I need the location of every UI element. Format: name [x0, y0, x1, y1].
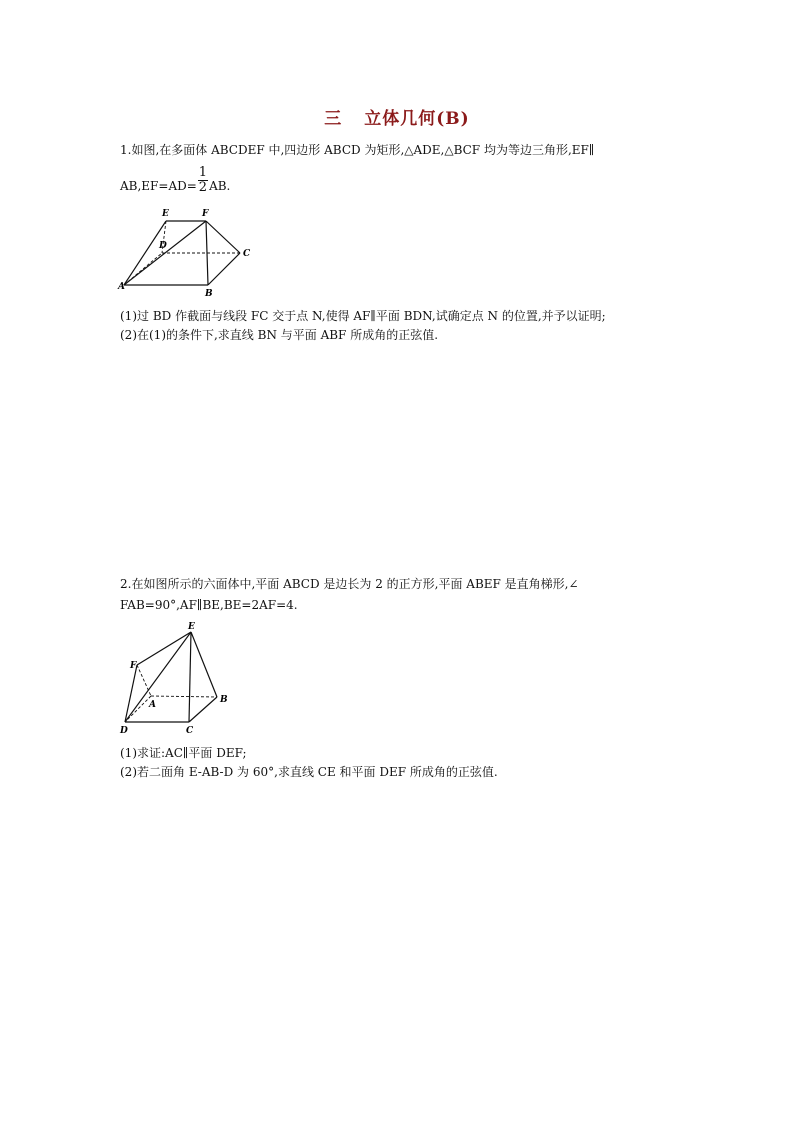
problem1-statement-line2 — [120, 165, 231, 201]
problem1-question2: (2)在(1)的条件下,求直线 BN 与平面 ABF 所成角的正弦值. — [120, 328, 439, 342]
edge-EB — [191, 632, 217, 697]
label-C: C — [186, 726, 194, 736]
label-D: D — [159, 241, 167, 251]
label-B: B — [205, 289, 213, 299]
edge-EF — [137, 632, 191, 665]
label-F: F — [130, 661, 137, 671]
problem2-statement-line1: 2.在如图所示的六面体中,平面 ABCD 是边长为 2 的正方形,平面 ABEF 是直角梯形,∠ — [120, 577, 579, 591]
section-title-text: 立体几何(B) — [364, 109, 470, 129]
fraction-numerator: 1 — [198, 165, 208, 180]
hidden-edge-AD — [125, 696, 151, 722]
problem1-line2-suffix: AB. — [209, 179, 231, 193]
hidden-edge-FA — [137, 665, 151, 696]
label-B: B — [220, 695, 228, 705]
label-A: A — [118, 282, 125, 292]
label-D: D — [120, 726, 128, 736]
problem1-figure-polyhedron — [110, 205, 260, 300]
label-E: E — [188, 622, 195, 632]
label-F: F — [202, 209, 209, 219]
label-C: C — [243, 249, 251, 259]
edge-BC — [189, 697, 217, 722]
problem1-statement-line1: 1.如图,在多面体 ABCDEF 中,四边形 ABCD 为矩形,△ADE,△BCF 均为等边三角形,EF∥ — [120, 143, 595, 157]
problem1-line2-prefix: AB,EF=AD= — [120, 179, 197, 193]
problem2-figure-hexahedron — [115, 622, 240, 737]
section-number: 三 — [324, 109, 343, 129]
edge-FC — [206, 221, 240, 253]
hidden-edge-AB — [151, 696, 217, 697]
fraction-one-half — [198, 166, 208, 195]
section-title — [0, 104, 794, 129]
problem2-question2: (2)若二面角 E-AB-D 为 60°,求直线 CE 和平面 DEF 所成角的正弦值. — [120, 765, 498, 779]
hidden-edge-AD — [124, 253, 162, 285]
problem2-question1: (1)求证:AC∥平面 DEF; — [120, 746, 247, 760]
label-E: E — [162, 209, 169, 219]
edge-EC — [189, 632, 191, 722]
problem1-question1: (1)过 BD 作截面与线段 FC 交于点 N,使得 AF∥平面 BDN,试确定点 N 的位置,并予以证明; — [120, 309, 606, 323]
fraction-denominator: 2 — [198, 180, 208, 195]
edge-AE — [124, 221, 166, 285]
edge-CB — [208, 253, 240, 285]
problem2-statement-line2: FAB=90°,AF∥BE,BE=2AF=4. — [120, 598, 298, 612]
label-A: A — [149, 700, 156, 710]
